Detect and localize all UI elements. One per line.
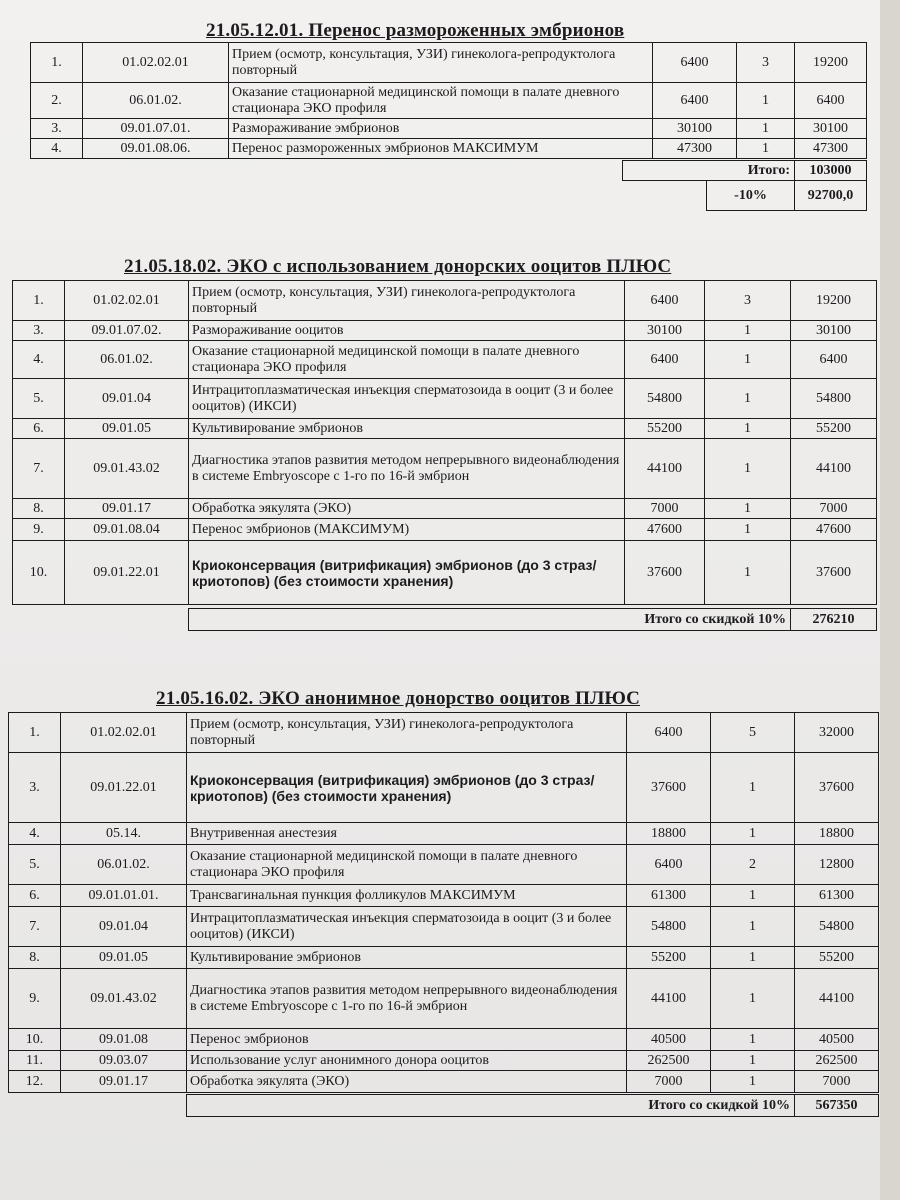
table-row xyxy=(9,1029,879,1051)
section-title: 21.05.12.01. Перенос размороженных эмбрионов xyxy=(206,20,625,41)
row-number: 8. xyxy=(13,499,65,519)
totals-table xyxy=(188,608,877,631)
service-name: Использование услуг анонимного донора ооцитов xyxy=(187,1051,627,1071)
service-name: Криоконсервация (витрификация) эмбрионов (до 3 страз/криотопов) (без стоимости хранения) xyxy=(189,541,625,605)
service-code: 01.02.02.01 xyxy=(83,43,229,83)
service-name: Размораживание эмбрионов xyxy=(229,119,653,139)
service-quantity: 1 xyxy=(711,753,795,823)
service-code: 09.01.05 xyxy=(65,419,189,439)
service-price: 40500 xyxy=(627,1029,711,1051)
service-sum: 262500 xyxy=(795,1051,879,1071)
service-quantity: 1 xyxy=(705,419,791,439)
service-sum: 54800 xyxy=(795,907,879,947)
table-row xyxy=(9,753,879,823)
service-name: Диагностика этапов развития методом непрерывного видеонаблюдения в системе Embryoscope с 1-го по 16-й эмбрион xyxy=(189,439,625,499)
service-quantity: 1 xyxy=(711,1029,795,1051)
service-sum: 44100 xyxy=(795,969,879,1029)
total-label: Итого со скидкой 10% xyxy=(189,609,791,631)
service-quantity: 1 xyxy=(711,1071,795,1093)
service-price: 6400 xyxy=(653,83,737,119)
service-name: Культивирование эмбрионов xyxy=(187,947,627,969)
service-code: 09.01.43.02 xyxy=(61,969,187,1029)
service-price: 44100 xyxy=(625,439,705,499)
table-row xyxy=(13,499,877,519)
service-price: 18800 xyxy=(627,823,711,845)
service-sum: 12800 xyxy=(795,845,879,885)
table-row xyxy=(9,1071,879,1093)
row-number: 10. xyxy=(9,1029,61,1051)
table-row xyxy=(13,281,877,321)
service-quantity: 1 xyxy=(705,341,791,379)
service-sum: 32000 xyxy=(795,713,879,753)
service-sum: 55200 xyxy=(791,419,877,439)
row-number: 6. xyxy=(13,419,65,439)
table-row xyxy=(31,119,867,139)
service-name: Оказание стационарной медицинской помощи в палате дневного стационара ЭКО профиля xyxy=(187,845,627,885)
service-name: Диагностика этапов развития методом непрерывного видеонаблюдения в системе Embryoscope с 1-го по 16-й эмбрион xyxy=(187,969,627,1029)
total-label: Итого: xyxy=(623,161,795,181)
service-code: 09.01.01.01. xyxy=(61,885,187,907)
service-price: 7000 xyxy=(627,1071,711,1093)
service-price: 262500 xyxy=(627,1051,711,1071)
row-number: 6. xyxy=(9,885,61,907)
service-quantity: 1 xyxy=(705,439,791,499)
service-quantity: 1 xyxy=(711,907,795,947)
service-sum: 55200 xyxy=(795,947,879,969)
row-number: 10. xyxy=(13,541,65,605)
section-title: 21.05.18.02. ЭКО с использованием донорских ооцитов ПЛЮС xyxy=(124,256,672,277)
service-code: 09.01.17 xyxy=(61,1071,187,1093)
service-code: 01.02.02.01 xyxy=(61,713,187,753)
table-row xyxy=(13,519,877,541)
totals-table xyxy=(622,160,867,211)
service-sum: 54800 xyxy=(791,379,877,419)
service-sum: 61300 xyxy=(795,885,879,907)
service-price: 6400 xyxy=(625,341,705,379)
service-name: Интрацитоплазматическая инъекция сперматозоида в ооцит (3 и более ооцитов) (ИКСИ) xyxy=(187,907,627,947)
service-name: Размораживание ооцитов xyxy=(189,321,625,341)
service-code: 06.01.02. xyxy=(61,845,187,885)
row-number: 7. xyxy=(13,439,65,499)
row-number: 4. xyxy=(31,139,83,159)
service-price: 47600 xyxy=(625,519,705,541)
table-row xyxy=(9,713,879,753)
service-price: 47300 xyxy=(653,139,737,159)
service-price: 55200 xyxy=(627,947,711,969)
service-quantity: 1 xyxy=(737,83,795,119)
service-code: 06.01.02. xyxy=(83,83,229,119)
service-sum: 37600 xyxy=(795,753,879,823)
service-sum: 6400 xyxy=(791,341,877,379)
service-price: 54800 xyxy=(625,379,705,419)
service-price: 61300 xyxy=(627,885,711,907)
service-name: Оказание стационарной медицинской помощи в палате дневного стационара ЭКО профиля xyxy=(229,83,653,119)
service-sum: 19200 xyxy=(795,43,867,83)
service-price: 37600 xyxy=(627,753,711,823)
service-name: Перенос размороженных эмбрионов МАКСИМУМ xyxy=(229,139,653,159)
table-row xyxy=(9,969,879,1029)
service-quantity: 3 xyxy=(705,281,791,321)
service-code: 09.03.07 xyxy=(61,1051,187,1071)
service-quantity: 1 xyxy=(711,1051,795,1071)
service-name: Прием (осмотр, консультация, УЗИ) гинеколога-репродуктолога повторный xyxy=(229,43,653,83)
row-number: 11. xyxy=(9,1051,61,1071)
services-table xyxy=(12,280,877,605)
service-quantity: 1 xyxy=(705,541,791,605)
total-value: 567350 xyxy=(795,1095,879,1117)
service-price: 7000 xyxy=(625,499,705,519)
row-number: 4. xyxy=(13,341,65,379)
service-name: Криоконсервация (витрификация) эмбрионов (до 3 страз/криотопов) (без стоимости хранения) xyxy=(187,753,627,823)
table-row xyxy=(9,823,879,845)
service-sum: 44100 xyxy=(791,439,877,499)
service-quantity: 1 xyxy=(705,321,791,341)
service-quantity: 2 xyxy=(711,845,795,885)
section-title: 21.05.16.02. ЭКО анонимное донорство ооцитов ПЛЮС xyxy=(156,688,641,709)
row-number: 3. xyxy=(31,119,83,139)
service-name: Обработка эякулята (ЭКО) xyxy=(189,499,625,519)
service-quantity: 1 xyxy=(711,885,795,907)
row-number: 1. xyxy=(31,43,83,83)
service-sum: 47300 xyxy=(795,139,867,159)
service-quantity: 1 xyxy=(705,519,791,541)
row-number: 9. xyxy=(9,969,61,1029)
row-number: 5. xyxy=(13,379,65,419)
service-price: 6400 xyxy=(653,43,737,83)
service-name: Культивирование эмбрионов xyxy=(189,419,625,439)
service-name: Оказание стационарной медицинской помощи в палате дневного стационара ЭКО профиля xyxy=(189,341,625,379)
table-row xyxy=(13,379,877,419)
row-number: 1. xyxy=(9,713,61,753)
table-row xyxy=(13,321,877,341)
table-row xyxy=(13,439,877,499)
totals-table xyxy=(186,1094,879,1117)
row-number: 3. xyxy=(9,753,61,823)
service-sum: 37600 xyxy=(791,541,877,605)
service-price: 30100 xyxy=(653,119,737,139)
service-quantity: 1 xyxy=(737,119,795,139)
service-sum: 30100 xyxy=(791,321,877,341)
service-name: Прием (осмотр, консультация, УЗИ) гинеколога-репродуктолога повторный xyxy=(187,713,627,753)
service-code: 06.01.02. xyxy=(65,341,189,379)
service-sum: 30100 xyxy=(795,119,867,139)
service-price: 54800 xyxy=(627,907,711,947)
service-sum: 18800 xyxy=(795,823,879,845)
table-row xyxy=(13,541,877,605)
service-price: 44100 xyxy=(627,969,711,1029)
service-code: 09.01.04 xyxy=(65,379,189,419)
row-number: 7. xyxy=(9,907,61,947)
total-value: 276210 xyxy=(791,609,877,631)
service-name: Внутривенная анестезия xyxy=(187,823,627,845)
service-price: 6400 xyxy=(625,281,705,321)
table-row xyxy=(9,907,879,947)
service-sum: 6400 xyxy=(795,83,867,119)
table-row xyxy=(31,83,867,119)
service-sum: 7000 xyxy=(791,499,877,519)
total-value: 103000 xyxy=(795,161,867,181)
service-code: 09.01.07.01. xyxy=(83,119,229,139)
services-table xyxy=(8,712,879,1093)
table-row xyxy=(9,1051,879,1071)
row-number: 5. xyxy=(9,845,61,885)
table-row xyxy=(13,341,877,379)
service-code: 09.01.43.02 xyxy=(65,439,189,499)
service-quantity: 1 xyxy=(705,379,791,419)
service-name: Прием (осмотр, консультация, УЗИ) гинеколога-репродуктолога повторный xyxy=(189,281,625,321)
services-table xyxy=(30,42,867,159)
service-code: 09.01.07.02. xyxy=(65,321,189,341)
row-number: 1. xyxy=(13,281,65,321)
service-code: 09.01.22.01 xyxy=(61,753,187,823)
table-row xyxy=(9,947,879,969)
service-price: 6400 xyxy=(627,713,711,753)
service-quantity: 1 xyxy=(711,969,795,1029)
table-row xyxy=(31,43,867,83)
service-quantity: 3 xyxy=(737,43,795,83)
service-sum: 40500 xyxy=(795,1029,879,1051)
service-code: 09.01.04 xyxy=(61,907,187,947)
discount-percent: -10% xyxy=(707,181,795,211)
row-number: 4. xyxy=(9,823,61,845)
service-sum: 7000 xyxy=(795,1071,879,1093)
service-code: 09.01.08 xyxy=(61,1029,187,1051)
service-price: 30100 xyxy=(625,321,705,341)
row-number: 9. xyxy=(13,519,65,541)
service-price: 37600 xyxy=(625,541,705,605)
table-row xyxy=(13,419,877,439)
service-code: 09.01.05 xyxy=(61,947,187,969)
service-sum: 19200 xyxy=(791,281,877,321)
service-name: Обработка эякулята (ЭКО) xyxy=(187,1071,627,1093)
service-quantity: 1 xyxy=(737,139,795,159)
service-quantity: 1 xyxy=(705,499,791,519)
service-quantity: 1 xyxy=(711,947,795,969)
service-code: 09.01.22.01 xyxy=(65,541,189,605)
service-price: 55200 xyxy=(625,419,705,439)
service-name: Трансвагинальная пункция фолликулов МАКСИМУМ xyxy=(187,885,627,907)
service-code: 09.01.17 xyxy=(65,499,189,519)
service-price: 6400 xyxy=(627,845,711,885)
service-sum: 47600 xyxy=(791,519,877,541)
row-number: 2. xyxy=(31,83,83,119)
service-quantity: 5 xyxy=(711,713,795,753)
service-name: Перенос эмбрионов xyxy=(187,1029,627,1051)
service-name: Перенос эмбрионов (МАКСИМУМ) xyxy=(189,519,625,541)
service-code: 01.02.02.01 xyxy=(65,281,189,321)
service-name: Интрацитоплазматическая инъекция сперматозоида в ооцит (3 и более ооцитов) (ИКСИ) xyxy=(189,379,625,419)
service-code: 05.14. xyxy=(61,823,187,845)
row-number: 12. xyxy=(9,1071,61,1093)
table-row xyxy=(9,885,879,907)
service-code: 09.01.08.04 xyxy=(65,519,189,541)
row-number: 8. xyxy=(9,947,61,969)
total-label: Итого со скидкой 10% xyxy=(187,1095,795,1117)
discounted-total: 92700,0 xyxy=(795,181,867,211)
row-number: 3. xyxy=(13,321,65,341)
table-row xyxy=(9,845,879,885)
table-row xyxy=(31,139,867,159)
service-quantity: 1 xyxy=(711,823,795,845)
service-code: 09.01.08.06. xyxy=(83,139,229,159)
